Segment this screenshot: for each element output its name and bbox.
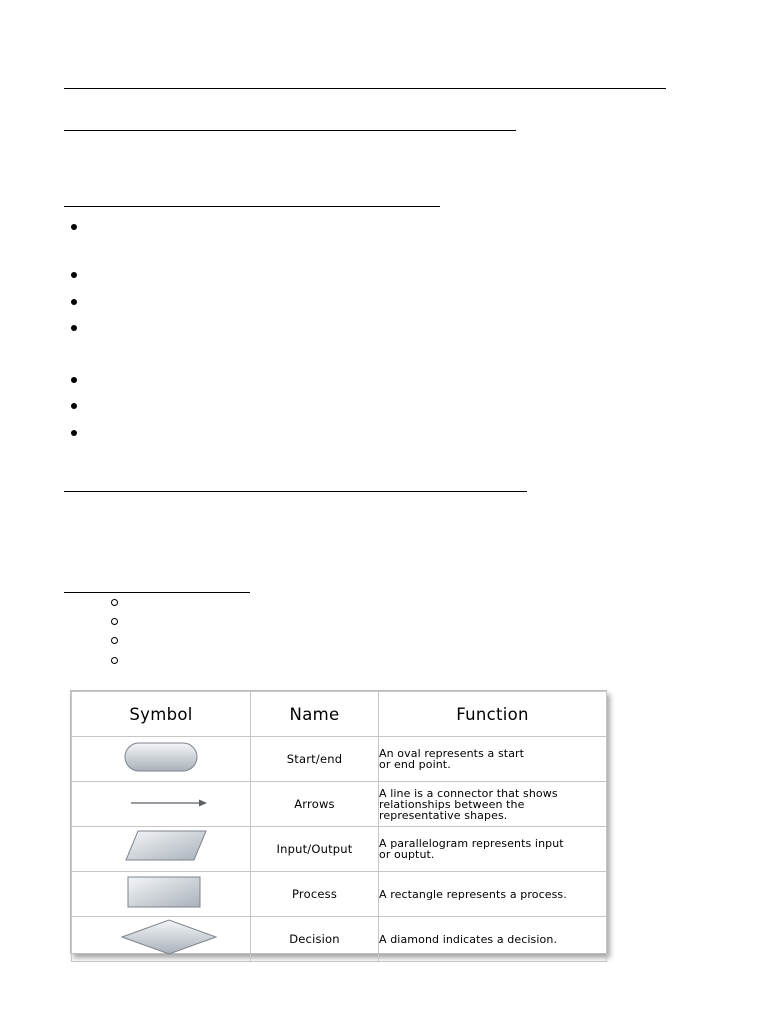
sub-list-bullet	[111, 637, 118, 644]
table-row	[72, 872, 607, 917]
sub-list-bullet	[111, 599, 118, 606]
row-name: Input/Output	[251, 827, 379, 872]
heading-rule-4	[64, 592, 250, 593]
list-bullet	[71, 403, 77, 409]
list-bullet	[71, 377, 77, 383]
list-bullet	[71, 430, 77, 436]
list-bullet	[71, 299, 77, 305]
row-function: An oval represents a start or end point.	[379, 747, 525, 771]
rectangle-process-icon	[81, 872, 241, 912]
oval-terminal-icon	[81, 737, 241, 777]
flowchart-symbols-table	[70, 690, 607, 954]
row-name: Decision	[251, 917, 379, 962]
sub-list-bullet	[111, 618, 118, 625]
heading-rule-3	[64, 491, 527, 492]
row-function: A parallelogram represents input or ouptut.	[379, 837, 564, 861]
diamond-decision-icon	[81, 917, 241, 957]
row-function: A line is a connector that shows relationships between the representative shapes.	[379, 786, 558, 822]
row-function: A diamond indicates a decision.	[379, 932, 558, 946]
table-row	[72, 737, 607, 782]
header-name: Name	[251, 692, 379, 737]
arrow-line-icon	[81, 782, 241, 822]
table-row	[72, 782, 607, 827]
header-symbol: Symbol	[72, 692, 251, 737]
heading-rule-2	[64, 206, 440, 207]
list-bullet	[71, 325, 77, 331]
table-row	[72, 917, 607, 962]
parallelogram-io-icon	[81, 827, 241, 867]
heading-rule-1	[64, 130, 516, 131]
row-name: Arrows	[251, 782, 379, 827]
table-row	[72, 827, 607, 872]
row-name: Start/end	[251, 737, 379, 782]
sub-list-bullet	[111, 657, 118, 664]
header-function: Function	[379, 692, 607, 737]
row-name: Process	[251, 872, 379, 917]
row-function: A rectangle represents a process.	[379, 887, 567, 901]
table-header-row	[72, 692, 607, 737]
list-bullet	[71, 224, 77, 230]
list-bullet	[71, 272, 77, 278]
top-rule	[64, 88, 666, 89]
